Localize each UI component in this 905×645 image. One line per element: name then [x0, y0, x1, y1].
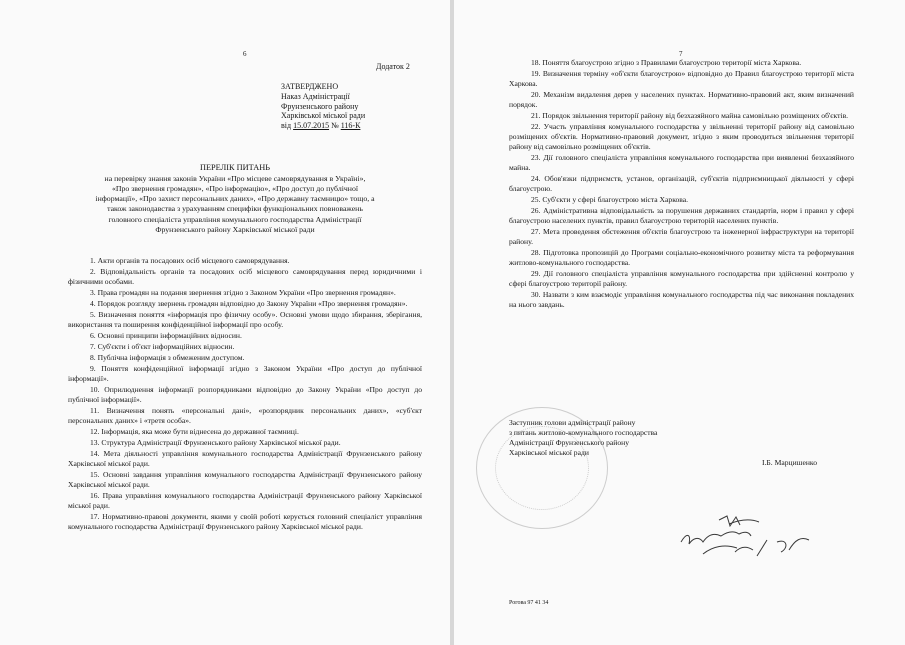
signature-line: Заступник голови адміністрації району — [509, 418, 636, 427]
subheading-line: на перевірку знання законів України «Про місцеве самоврядування в Україні», — [104, 174, 366, 183]
list-item: 11. Визначення понять «персональні дані», «розпорядник персональних даних», «суб'єкт персональних даних» і «третя особа». — [68, 406, 422, 426]
subheading-line: Фрунзенського району Харківської міської ради — [155, 224, 315, 234]
list-item: 10. Оприлюднення інформації розпорядниками відповідно до Закону України «Про доступ до публічної інформації». — [68, 385, 422, 405]
list-item: 25. Суб'єкти у сфері благоустрою міста Харкова. — [531, 195, 689, 205]
list-item: 18. Поняття благоустрою згідно з Правилами благоустрою території міста Харкова. — [531, 58, 802, 67]
approval-number-prefix: № — [331, 121, 339, 130]
question-list — [509, 58, 854, 311]
page-number: 7 — [679, 50, 683, 58]
list-item: 3. Права громадян на подання звернення згідно з Законом України «Про звернення громадян». — [90, 288, 396, 298]
document-heading: ПЕРЕЛІК ПИТАНЬ — [199, 163, 271, 172]
approval-line: Харківської міської ради — [281, 111, 366, 121]
list-item: 4. Порядок розгляду звернень громадян відповідно до Закону України «Про звернення громадян». — [90, 299, 408, 309]
approval-line: Наказ Адміністрації — [281, 91, 350, 101]
list-item: 29. Дії головного спеціаліста управління комунального господарства при здійсненні контролю у сфері благоустрою території району. — [509, 269, 854, 289]
subheading-line: також законодавства з урахуванням специфіки функціональних повноважень — [107, 204, 363, 214]
list-item: 17. Нормативно-правові документи, якими у своїй роботі керується головний спеціаліст управління комунального господарства Адміністрації Фрунзенського району Харківської міської ради. — [68, 512, 422, 532]
list-item: 6. Основні принципи інформаційних відносин. — [90, 331, 242, 341]
list-item: 12. Інформація, яка може бути віднесена до державної таємниці. — [90, 427, 299, 437]
page-number: 6 — [243, 50, 247, 58]
approval-number: 116-К — [340, 121, 361, 130]
list-item: 20. Механізм видалення дерев у населених пунктах. Нормативно-правовий акт, яким визначений порядок. — [509, 90, 854, 110]
question-list — [68, 256, 422, 533]
subheading-line: «Про звернення громадян», «Про інформацію», «Про доступ до публічної — [111, 184, 359, 194]
list-item: 24. Обов'язки підприємств, установ, організацій, суб'єктів підприємницької діяльності у сфері благоустрою. — [509, 174, 854, 194]
signature-line: Харківської міської ради — [509, 448, 589, 458]
list-item: 8. Публічна інформація з обмеженим доступом. — [90, 353, 245, 363]
handwritten-signature — [669, 512, 829, 562]
subheading-line: головного спеціаліста управління комунального господарства Адміністрації — [108, 214, 362, 224]
approval-title: ЗАТВЕРДЖЕНО — [281, 82, 339, 91]
list-item: 23. Дії головного спеціаліста управління комунального господарства при виявленні безхазяйного майна. — [509, 153, 854, 173]
list-item: 15. Основні завдання управління комунального господарства Адміністрації Фрунзенського району Харківської міської ради. — [68, 470, 422, 490]
list-item: 14. Мета діяльності управління комунального господарства Адміністрації Фрунзенського району Харківської міської ради. — [68, 449, 422, 469]
subheading-line: інформації», «Про захист персональних даних», «Про державну таємницю» тощо, а — [95, 194, 375, 204]
document-subheading — [62, 174, 408, 235]
list-item: 22. Участь управління комунального господарства у звільненні території району від самовільно розміщених об'єктів. Нормативно-правовий документ, згідно з яким проводиться звільнення території району від самовільно розміщених об'єктів. — [509, 122, 854, 152]
list-item: 13. Структура Адміністрації Фрунзенського району Харківської міської ради. — [90, 438, 341, 448]
approval-date-prefix: від — [281, 121, 292, 130]
list-item: 2. Відповідальність органів та посадових осіб місцевого самоврядування перед юридичними і фізичними особами. — [68, 267, 422, 287]
list-item: 27. Мета проведення обстеження об'єктів благоустрою та інженерної інфраструктури на території району. — [509, 227, 854, 247]
approval-line: Фрунзенського району — [281, 101, 359, 111]
signature-block — [509, 418, 657, 458]
list-item: 7. Суб'єкти і об'єкт інформаційних відносин. — [90, 342, 235, 352]
signature-line: з питань житлово-комунального господарства — [509, 428, 658, 438]
list-item: 21. Порядок звільнення території району від безхазяйного майна самовільно розміщених об'єктів. — [531, 111, 849, 121]
list-item: 26. Адміністративна відповідальність за порушення державних стандартів, норм і правил у сфері благоустрою населених пунктів, правил благоустрою територій населених пунктів. — [509, 206, 854, 226]
list-item: 28. Підготовка пропозицій до Програми соціально-економічного розвитку міста та реформування житлово-комунального господарства. — [509, 248, 854, 268]
approval-date: 15.07.2015 — [293, 121, 330, 130]
list-item: 1. Акти органів та посадових осіб місцевого самоврядування. — [90, 256, 290, 265]
document-footer: Рогова 97 41 34 — [509, 600, 549, 606]
document-page-left — [0, 0, 450, 645]
list-item: 30. Назвати з ким взаємодіє управління комунального господарства під час виконання покладених на нього завдань. — [509, 290, 854, 310]
signatory-name: І.Б. Марцишенко — [762, 458, 818, 467]
approval-date-line — [281, 121, 365, 131]
list-item: 16. Права управління комунального господарства Адміністрації Фрунзенського району Харківської міської ради. — [68, 491, 422, 511]
list-item: 9. Поняття конфіденційної інформації згідно з Законом України «Про доступ до публічної інформації». — [68, 364, 422, 384]
list-item: 5. Визначення поняття «інформація про фізичну особу». Основні умови щодо збирання, зберігання, використання та поширення конфіденційної інформації про особу. — [68, 310, 422, 330]
list-item: 19. Визначення терміну «об'єкти благоустрою» відповідно до Правил благоустрою території міста Харкова. — [509, 69, 854, 89]
document-page-right — [454, 0, 905, 645]
addendum-label: Додаток 2 — [376, 62, 410, 71]
approval-block — [281, 82, 365, 131]
signature-line: Адміністрації Фрунзенського району — [509, 438, 630, 448]
